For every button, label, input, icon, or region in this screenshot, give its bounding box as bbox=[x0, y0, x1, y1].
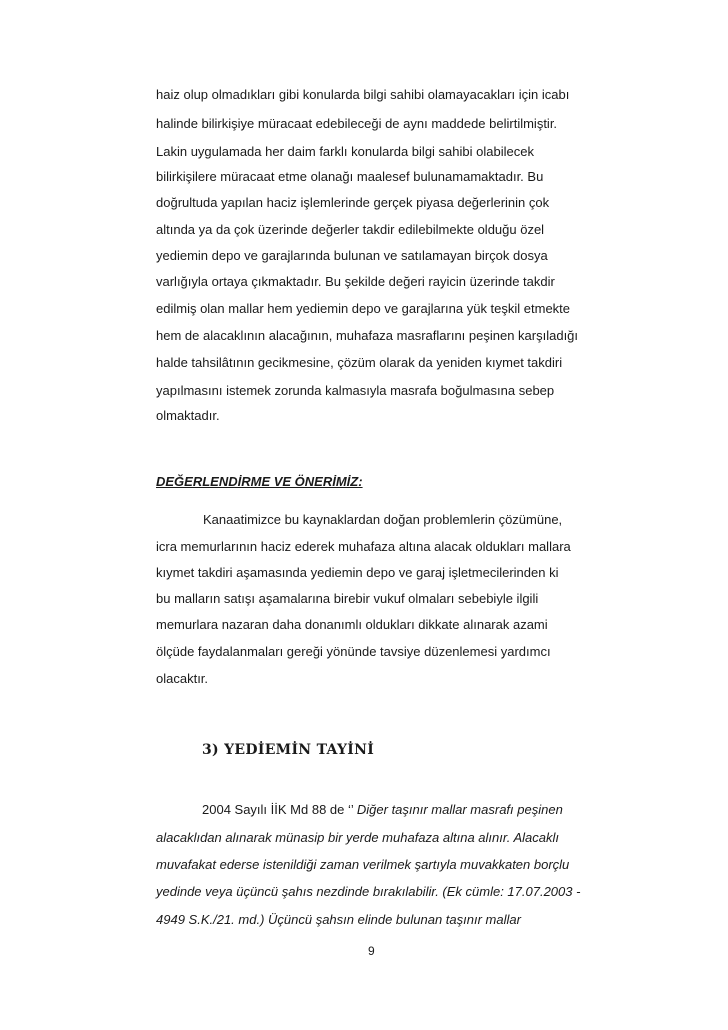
paragraph-line: hem de alacaklının alacağının, muhafaza masraflarını peşinen karşıladığı bbox=[156, 328, 579, 343]
paragraph-line: kıymet takdiri aşamasında yediemin depo ve garaj işletmecilerinden ki bbox=[156, 565, 559, 580]
line-text-italic: Diğer taşınır mallar masrafı peşinen bbox=[356, 802, 563, 817]
paragraph-line: muvafakat ederse istenildiği zaman verilmek şartıyla muvakkaten borçlu bbox=[156, 857, 570, 872]
paragraph-line: olacaktır. bbox=[156, 671, 209, 686]
paragraph-line: memurlara nazaran daha donanımlı oldukları dikkate alınarak azami bbox=[156, 617, 548, 632]
paragraph-line: olmaktadır. bbox=[156, 408, 220, 423]
paragraph-line: bilirkişilere müracaat etme olanağı maalesef bulunamamaktadır. Bu bbox=[156, 169, 544, 184]
paragraph-line: doğrultuda yapılan haciz işlemlerinde gerçek piyasa değerlerinin çok bbox=[156, 195, 550, 210]
paragraph-line: Lakin uygulamada her daim farklı konularda bilgi sahibi olabilecek bbox=[156, 144, 534, 159]
paragraph-line: Kanaatimizce bu kaynaklardan doğan problemlerin çözümüne, bbox=[203, 512, 563, 527]
paragraph-line: icra memurlarının haciz ederek muhafaza altına alacak oldukları mallara bbox=[156, 539, 571, 554]
paragraph-line: bu malların satışı aşamalarına birebir vukuf olmaları sebebiyle ilgili bbox=[156, 591, 539, 606]
paragraph-line: edilmiş olan mallar hem yediemin depo ve garajlarına yük teşkil etmekte bbox=[156, 301, 571, 316]
paragraph-line: yedinde veya üçüncü şahıs nezdinde bırakılabilir. (Ek cümle: 17.07.2003 - bbox=[156, 884, 581, 899]
paragraph-line: alacaklıdan alınarak münasip bir yerde muhafaza altına alınır. Alacaklı bbox=[156, 830, 559, 845]
page-number: 9 bbox=[368, 944, 375, 958]
paragraph-line bbox=[202, 802, 563, 818]
paragraph-line: varlığıyla ortaya çıkmaktadır. Bu şekilde değeri rayicin üzerinde takdir bbox=[156, 274, 555, 289]
paragraph-line: altında ya da çok üzerinde değerler takdir edilebilmekte olduğu özel bbox=[156, 222, 545, 237]
paragraph-line: 4949 S.K./21. md.) Üçüncü şahsın elinde bulunan taşınır mallar bbox=[156, 912, 521, 927]
paragraph-line: halinde bilirkişiye müracaat edebileceği de aynı maddede belirtilmiştir. bbox=[156, 116, 558, 131]
paragraph-line: yediemin depo ve garajlarında bulunan ve satılamayan birçok dosya bbox=[156, 248, 548, 263]
line-text-normal: 2004 Sayılı İİK Md 88 de ‘’ bbox=[202, 802, 357, 817]
paragraph-line: halde tahsilâtının gecikmesine, çözüm olarak da yeniden kıymet takdiri bbox=[156, 355, 563, 370]
section-heading: DEĞERLENDİRME VE ÖNERİMİZ: bbox=[156, 474, 363, 489]
paragraph-line: yapılmasını istemek zorunda kalmasıyla masrafa boğulmasına sebep bbox=[156, 383, 555, 398]
paragraph-line: haiz olup olmadıkları gibi konularda bilgi sahibi olamayacakları için icabı bbox=[156, 87, 570, 102]
section-title: 3) YEDİEMİN TAYİNİ bbox=[202, 742, 375, 758]
paragraph-line: ölçüde faydalanmaları gereği yönünde tavsiye düzenlemesi yardımcı bbox=[156, 644, 551, 659]
